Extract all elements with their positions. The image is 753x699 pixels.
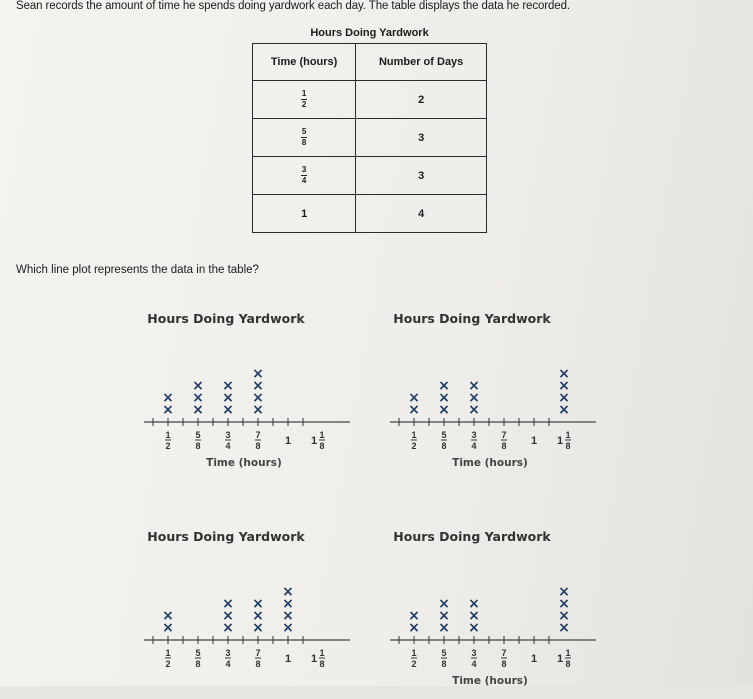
- x-mark: ×: [558, 390, 570, 406]
- line-plot-b[interactable]: [386, 306, 606, 476]
- svg-text:1: 1: [556, 435, 564, 447]
- x-axis-label: Time (hours): [452, 675, 528, 687]
- svg-text:1: 1: [565, 648, 571, 658]
- fraction: [301, 128, 307, 147]
- x-mark: ×: [558, 378, 570, 394]
- table-row: [253, 157, 487, 195]
- plot-title: Hours Doing Yardwork: [147, 311, 305, 326]
- x-mark: ×: [438, 390, 450, 406]
- svg-text:2: 2: [165, 659, 171, 669]
- x-mark: ×: [558, 584, 570, 600]
- x-mark: ×: [252, 596, 264, 612]
- tick-label: [411, 430, 417, 451]
- x-mark: ×: [222, 402, 234, 418]
- tick-label: [195, 430, 201, 451]
- svg-text:8: 8: [195, 441, 201, 451]
- table-row: [253, 81, 487, 119]
- x-mark: ×: [438, 596, 450, 612]
- table-cell-time: [253, 157, 356, 195]
- x-mark: ×: [282, 608, 294, 624]
- svg-text:5: 5: [441, 648, 447, 658]
- tick-label: [531, 435, 537, 447]
- x-mark: ×: [222, 596, 234, 612]
- svg-text:2: 2: [411, 659, 417, 669]
- tick-label: [165, 648, 171, 669]
- svg-text:1: 1: [165, 430, 171, 440]
- svg-text:8: 8: [501, 659, 507, 669]
- svg-text:1: 1: [310, 435, 318, 447]
- tick-label: [471, 430, 477, 451]
- x-mark: ×: [468, 596, 480, 612]
- x-mark: ×: [222, 390, 234, 406]
- tick-label: [557, 430, 571, 451]
- svg-text:1: 1: [411, 430, 417, 440]
- x-mark: ×: [468, 390, 480, 406]
- tick-label: [285, 435, 291, 447]
- x-mark: ×: [192, 378, 204, 394]
- x-axis-label: Time (hours): [206, 457, 282, 469]
- svg-text:1: 1: [319, 430, 325, 440]
- svg-text:1: 1: [310, 653, 318, 665]
- svg-text:8: 8: [441, 659, 447, 669]
- x-mark: ×: [558, 366, 570, 382]
- svg-text:1: 1: [284, 435, 292, 447]
- svg-text:8: 8: [255, 659, 261, 669]
- tick-label: [195, 648, 201, 669]
- svg-text:1: 1: [565, 430, 571, 440]
- svg-text:8: 8: [319, 441, 325, 451]
- svg-text:4: 4: [471, 441, 477, 451]
- x-mark: ×: [222, 378, 234, 394]
- svg-text:8: 8: [195, 659, 201, 669]
- table-cell-time: [253, 119, 356, 157]
- svg-text:4: 4: [225, 659, 231, 669]
- x-mark: ×: [252, 608, 264, 624]
- x-mark: ×: [558, 608, 570, 624]
- table-header-row: [253, 44, 487, 81]
- fraction: [301, 90, 307, 109]
- x-mark: ×: [162, 390, 174, 406]
- tick-label: [471, 648, 477, 669]
- table-cell-days: 4: [356, 195, 487, 233]
- tick-label: [311, 430, 325, 451]
- table-row: [253, 119, 487, 157]
- x-mark: ×: [558, 402, 570, 418]
- x-mark: ×: [282, 584, 294, 600]
- x-mark: ×: [438, 378, 450, 394]
- data-table: [252, 43, 487, 233]
- svg-text:4: 4: [471, 659, 477, 669]
- svg-text:7: 7: [501, 648, 507, 658]
- fraction: [301, 166, 307, 185]
- x-mark: ×: [192, 390, 204, 406]
- svg-text:3: 3: [471, 648, 477, 658]
- plot-title: Hours Doing Yardwork: [393, 529, 551, 544]
- table-title: Hours Doing Yardwork: [310, 27, 429, 39]
- svg-text:5: 5: [441, 430, 447, 440]
- question-text: Which line plot represents the data in the table?: [16, 264, 259, 276]
- svg-text:8: 8: [565, 441, 571, 451]
- x-mark: ×: [252, 390, 264, 406]
- svg-text:5: 5: [195, 430, 201, 440]
- svg-text:4: 4: [225, 441, 231, 451]
- tick-label: [501, 430, 507, 451]
- x-mark: ×: [438, 608, 450, 624]
- line-plot-d[interactable]: [386, 524, 606, 694]
- x-mark: ×: [252, 378, 264, 394]
- tick-label: [411, 648, 417, 669]
- x-mark: ×: [468, 378, 480, 394]
- table-header-days: Number of Days: [356, 44, 487, 81]
- tick-label: [285, 653, 291, 665]
- svg-text:2: 2: [411, 441, 417, 451]
- tick-label: [311, 648, 325, 669]
- x-mark: ×: [408, 390, 420, 406]
- svg-text:7: 7: [255, 430, 261, 440]
- line-plot-a[interactable]: [140, 306, 360, 476]
- tick-label: [531, 653, 537, 665]
- x-mark: ×: [162, 608, 174, 624]
- x-mark: ×: [252, 366, 264, 382]
- numerator: 1: [301, 89, 307, 98]
- tick-label: [225, 430, 231, 451]
- x-mark: ×: [252, 402, 264, 418]
- svg-text:1: 1: [284, 653, 292, 665]
- plot-title: Hours Doing Yardwork: [393, 311, 551, 326]
- x-mark: ×: [252, 620, 264, 636]
- svg-text:1: 1: [411, 648, 417, 658]
- x-mark: ×: [438, 620, 450, 636]
- tick-label: [441, 648, 447, 669]
- intro-text: Sean records the amount of time he spends doing yardwork each day. The table displays the data he recorded.: [16, 0, 570, 12]
- x-mark: ×: [468, 608, 480, 624]
- table-row: [253, 195, 487, 233]
- svg-text:1: 1: [165, 648, 171, 658]
- x-mark: ×: [438, 402, 450, 418]
- table-cell-days: 2: [356, 81, 487, 119]
- x-mark: ×: [282, 596, 294, 612]
- svg-text:3: 3: [471, 430, 477, 440]
- tick-label: [441, 430, 447, 451]
- table-cell-time: 1: [253, 195, 356, 233]
- svg-text:1: 1: [530, 653, 538, 665]
- table-header-time: Time (hours): [253, 44, 356, 81]
- tick-label: [557, 648, 571, 669]
- svg-text:7: 7: [255, 648, 261, 658]
- x-mark: ×: [468, 402, 480, 418]
- x-mark: ×: [222, 608, 234, 624]
- svg-text:8: 8: [255, 441, 261, 451]
- svg-text:8: 8: [501, 441, 507, 451]
- svg-text:8: 8: [565, 659, 571, 669]
- x-mark: ×: [162, 620, 174, 636]
- svg-text:3: 3: [225, 648, 231, 658]
- numerator: 3: [301, 165, 307, 174]
- svg-text:3: 3: [225, 430, 231, 440]
- tick-label: [255, 430, 261, 451]
- x-mark: ×: [408, 608, 420, 624]
- x-axis-label: Time (hours): [452, 457, 528, 469]
- svg-text:8: 8: [319, 659, 325, 669]
- x-mark: ×: [558, 620, 570, 636]
- x-mark: ×: [282, 620, 294, 636]
- tick-label: [501, 648, 507, 669]
- tick-label: [225, 648, 231, 669]
- svg-text:1: 1: [556, 653, 564, 665]
- plot-title: Hours Doing Yardwork: [147, 529, 305, 544]
- table-cell-days: 3: [356, 119, 487, 157]
- svg-text:2: 2: [165, 441, 171, 451]
- x-mark: ×: [222, 620, 234, 636]
- tick-label: [255, 648, 261, 669]
- x-mark: ×: [408, 402, 420, 418]
- denominator: 4: [301, 176, 307, 185]
- denominator: 8: [301, 138, 307, 147]
- numerator: 5: [301, 127, 307, 136]
- denominator: 2: [301, 100, 307, 109]
- table-cell-time: [253, 81, 356, 119]
- x-mark: ×: [162, 402, 174, 418]
- x-mark: ×: [408, 620, 420, 636]
- tick-label: [165, 430, 171, 451]
- table-cell-days: 3: [356, 157, 487, 195]
- x-mark: ×: [192, 402, 204, 418]
- svg-text:1: 1: [530, 435, 538, 447]
- line-plot-c[interactable]: [140, 524, 360, 694]
- x-mark: ×: [558, 596, 570, 612]
- svg-text:7: 7: [501, 430, 507, 440]
- svg-text:1: 1: [319, 648, 325, 658]
- svg-text:5: 5: [195, 648, 201, 658]
- svg-text:8: 8: [441, 441, 447, 451]
- x-mark: ×: [468, 620, 480, 636]
